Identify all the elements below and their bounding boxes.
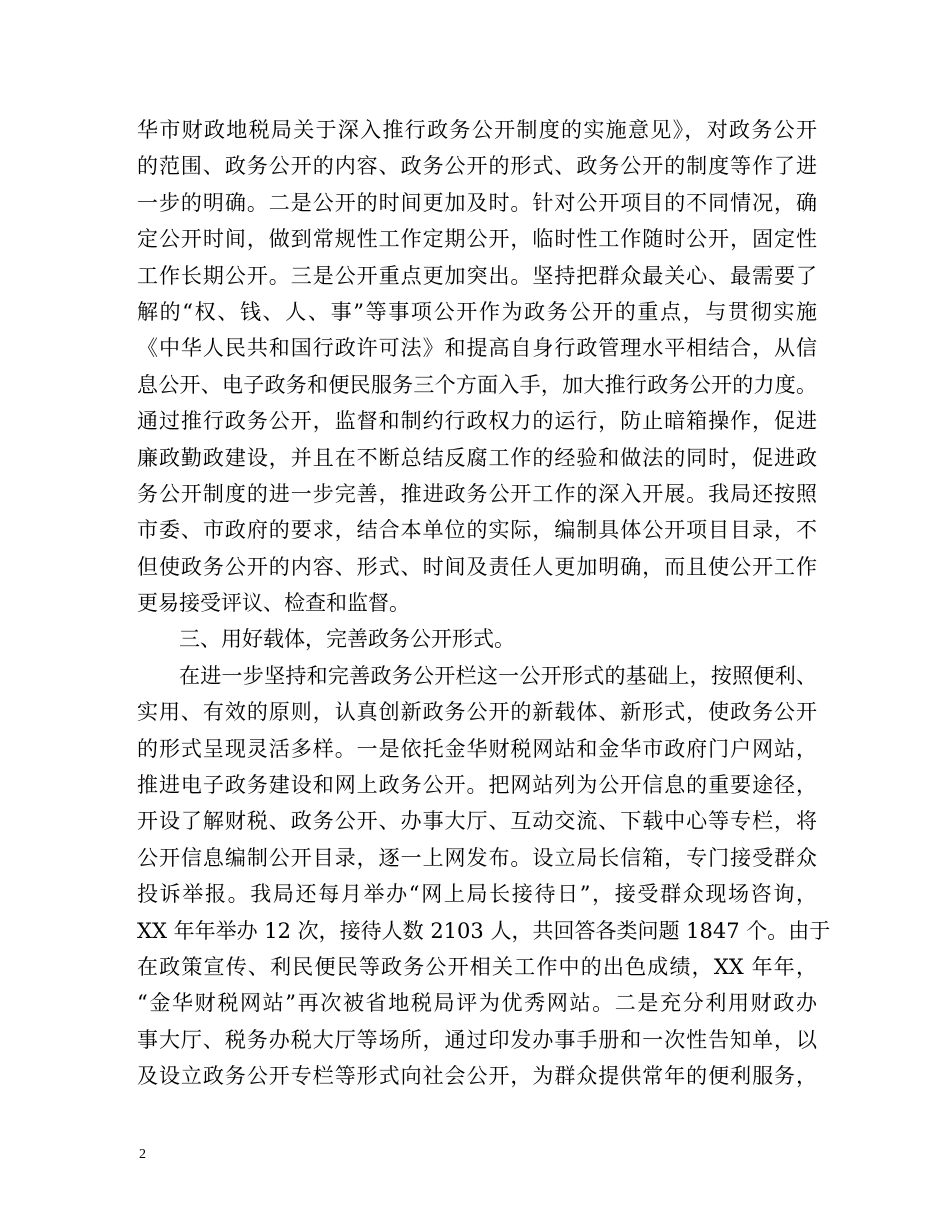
text-line: 公开信息编制公开目录，逐一上网发布。设立局长信箱，专门接受群众 — [137, 845, 817, 870]
text-line: 通过推行政务公开，监督和制约行政权力的运行，防止暗箱操作，促进 — [137, 409, 817, 434]
text-line: 事大厅、税务办税大厅等场所，通过印发办事手册和一次性告知单，以 — [137, 1027, 817, 1052]
text-line: 的范围、政务公开的内容、政务公开的形式、政务公开的制度等作了进 — [137, 154, 817, 179]
text-line: 推进电子政务建设和网上政务公开。把网站列为公开信息的重要途径， — [137, 773, 817, 798]
text-line: 解的“权、钱、人、事”等事项公开作为政务公开的重点，与贯彻实施 — [137, 299, 817, 324]
text-line: 更易接受评议、检查和监督。 — [137, 591, 410, 616]
document-body — [137, 112, 831, 1095]
text-line: 工作长期公开。三是公开重点更加突出。坚持把群众最关心、最需要了 — [137, 263, 817, 288]
text-line: 廉政勤政建设，并且在不断总结反腐工作的经验和做法的同时，促进政 — [137, 445, 817, 470]
paragraph — [137, 658, 831, 1095]
text-line: “金华财税网站”再次被省地税局评为优秀网站。二是充分利用财政办 — [137, 991, 817, 1016]
text-line: 息公开、电子政务和便民服务三个方面入手，加大推行政务公开的力度。 — [137, 372, 817, 397]
text-line: XX 年年举办 12 次，接待人数 2103 人，共回答各类问题 1847 个。由于 — [137, 918, 831, 943]
text-line: 三、用好载体，完善政务公开形式。 — [179, 627, 515, 652]
text-line: 在政策宣传、利民便民等政务公开相关工作中的出色成绩，XX 年年， — [137, 954, 817, 979]
text-line: 开设了解财税、政务公开、办事大厅、互动交流、下载中心等专栏，将 — [137, 809, 817, 834]
paragraph — [137, 621, 817, 657]
text-line: 实用、有效的原则，认真创新政务公开的新载体、新形式，使政务公开 — [137, 700, 817, 725]
text-line: 华市财政地税局关于深入推行政务公开制度的实施意见》，对政务公开 — [137, 118, 817, 142]
text-line: 在进一步坚持和完善政务公开栏这一公开形式的基础上，按照便利、 — [179, 663, 817, 688]
text-line: 定公开时间，做到常规性工作定期公开，临时性工作随时公开，固定性 — [137, 227, 817, 252]
text-line: 投诉举报。我局还每月举办“网上局长接待日”，接受群众现场咨询， — [137, 882, 817, 907]
text-line: 的形式呈现灵活多样。一是依托金华财税网站和金华市政府门户网站， — [137, 736, 817, 761]
text-line: 一步的明确。二是公开的时间更加及时。针对公开项目的不同情况，确 — [137, 190, 817, 215]
paragraph — [137, 112, 817, 621]
text-line: 市委、市政府的要求，结合本单位的实际，编制具体公开项目目录，不 — [137, 518, 817, 543]
text-line: 及设立政务公开专栏等形式向社会公开，为群众提供常年的便利服务， — [137, 1064, 817, 1089]
text-line: 但使政务公开的内容、形式、时间及责任人更加明确，而且使公开工作 — [137, 554, 817, 579]
text-line: 《中华人民共和国行政许可法》和提高自身行政管理水平相结合，从信 — [137, 336, 817, 361]
text-line: 务公开制度的进一步完善，推进政务公开工作的深入开展。我局还按照 — [137, 481, 817, 506]
page-number: 2 — [139, 1147, 146, 1162]
